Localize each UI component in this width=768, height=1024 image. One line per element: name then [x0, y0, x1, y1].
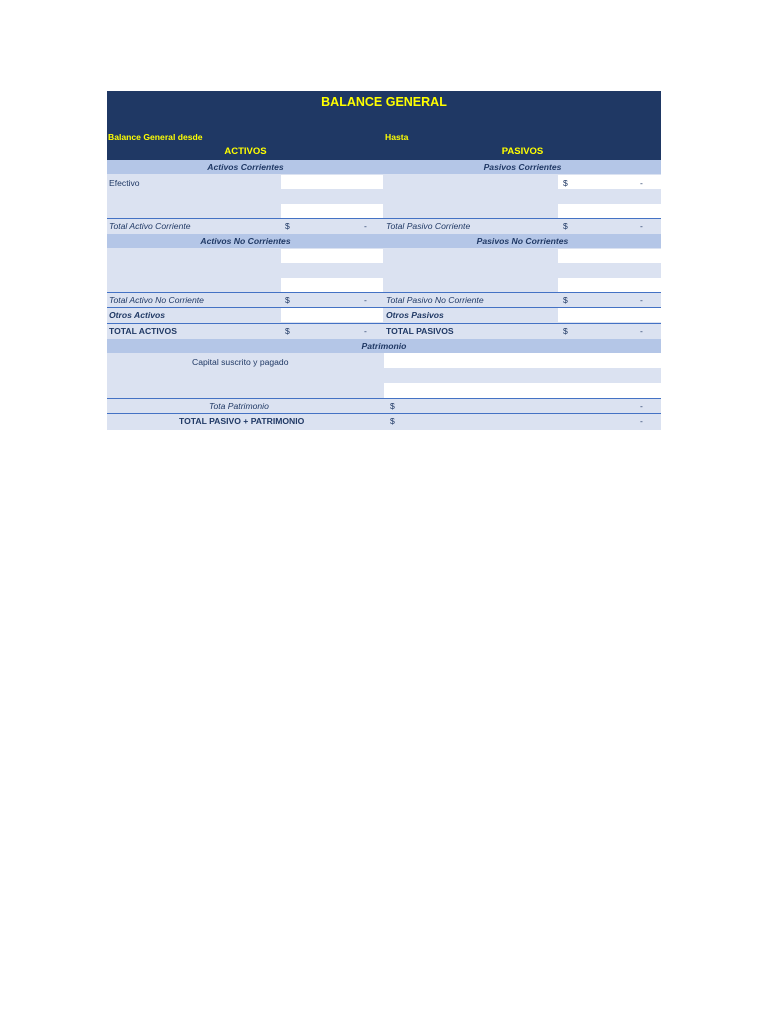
- pasivo-no-corriente-input-2[interactable]: [558, 278, 661, 292]
- sheet-header: [107, 91, 661, 160]
- rule: [107, 413, 661, 414]
- patrimonio-input-2[interactable]: [384, 383, 661, 398]
- currency-sign: $: [285, 221, 290, 231]
- sheet-title: BALANCE GENERAL: [321, 95, 447, 109]
- activos-no-corrientes-heading: Activos No Corrientes: [200, 236, 291, 246]
- dash-value: -: [640, 401, 643, 411]
- desde-label: Balance General desde: [108, 132, 203, 142]
- activo-corriente-input-2[interactable]: [281, 204, 383, 218]
- patrimonio-heading: Patrimonio: [361, 341, 407, 351]
- total-pasivo-no-corriente-label: Total Pasivo No Corriente: [386, 295, 484, 305]
- currency-sign: $: [563, 326, 568, 336]
- efectivo-label: Efectivo: [109, 178, 140, 188]
- total-pasivos-label: TOTAL PASIVOS: [386, 326, 454, 336]
- dash-value: -: [364, 221, 367, 231]
- dash-value: -: [364, 326, 367, 336]
- total-activo-corriente-label: Total Activo Corriente: [109, 221, 191, 231]
- dash-value: -: [364, 295, 367, 305]
- currency-sign: $: [563, 221, 568, 231]
- capital-label: Capital suscrito y pagado: [192, 357, 289, 367]
- rule: [107, 398, 661, 399]
- dash-value: -: [640, 178, 643, 188]
- currency-sign: $: [285, 326, 290, 336]
- total-pasivo-patrimonio-label: TOTAL PASIVO + PATRIMONIO: [179, 416, 305, 426]
- otros-activos-input[interactable]: [281, 308, 383, 322]
- currency-sign: $: [563, 178, 568, 188]
- activo-no-corriente-input-2[interactable]: [281, 278, 383, 292]
- balance-sheet: [107, 91, 661, 430]
- total-pasivo-corriente-label: Total Pasivo Corriente: [386, 221, 471, 231]
- currency-sign: $: [390, 401, 395, 411]
- otros-activos-label: Otros Activos: [109, 310, 166, 320]
- pasivo-corriente-input-1[interactable]: [558, 175, 661, 189]
- otros-pasivos-input[interactable]: [558, 308, 661, 322]
- currency-sign: $: [390, 416, 395, 426]
- total-activo-no-corriente-label: Total Activo No Corriente: [109, 295, 204, 305]
- dash-value: -: [640, 295, 643, 305]
- rule: [107, 218, 661, 219]
- pasivos-corrientes-heading: Pasivos Corrientes: [483, 162, 562, 172]
- rule: [107, 323, 661, 324]
- dash-value: -: [640, 221, 643, 231]
- activos-corrientes-heading: Activos Corrientes: [207, 162, 284, 172]
- currency-sign: $: [285, 295, 290, 305]
- pasivo-no-corriente-input-1[interactable]: [558, 249, 661, 263]
- total-activos-label: TOTAL ACTIVOS: [109, 326, 177, 336]
- activos-heading: ACTIVOS: [224, 146, 267, 157]
- pasivos-heading: PASIVOS: [501, 146, 544, 157]
- pasivo-corriente-input-2[interactable]: [558, 204, 661, 218]
- dash-value: -: [640, 326, 643, 336]
- otros-pasivos-label: Otros Pasivos: [386, 310, 444, 320]
- efectivo-input[interactable]: [281, 175, 383, 189]
- capital-input[interactable]: [384, 353, 661, 368]
- pasivos-no-corrientes-heading: Pasivos No Corrientes: [476, 236, 569, 246]
- rule: [107, 292, 661, 293]
- currency-sign: $: [563, 295, 568, 305]
- dash-value: -: [640, 416, 643, 426]
- activo-no-corriente-input-1[interactable]: [281, 249, 383, 263]
- hasta-label: Hasta: [385, 132, 409, 142]
- total-patrimonio-label: Tota Patrimonio: [209, 401, 269, 411]
